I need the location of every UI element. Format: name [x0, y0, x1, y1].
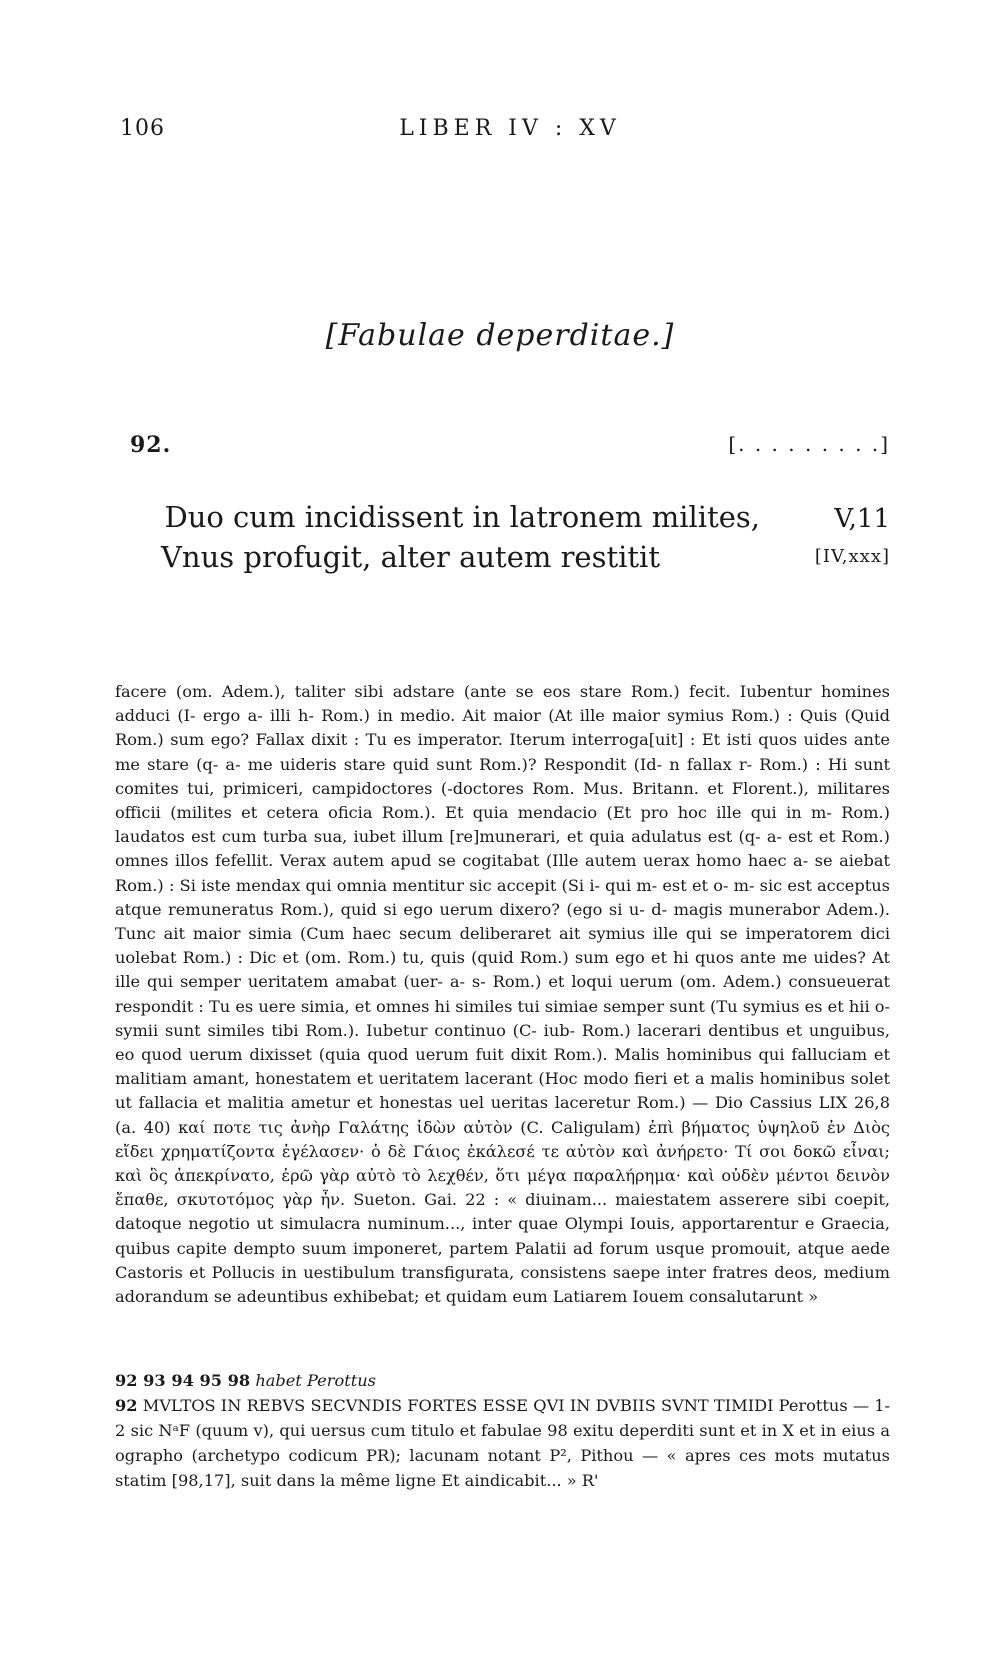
verse-reference-2: [IV,xxx]: [814, 546, 890, 567]
note-text: MVLTOS IN REBVS SECVNDIS FORTES ESSE QVI IN DVBIIS SVNT TIMIDI Perottus — 1-2 sic NᵃF (quum v), qui uersus cum titulo et fabulae 98 exitu deperditi sunt et in X et in eius a ographo (archetypo codicum PR); lacunam notant P², Pithou — « apres ces mots mutatus statim [98,17], suit dans la même ligne Et aindicabit... » R': [115, 1396, 891, 1490]
apparatus-text: [115, 680, 890, 1309]
note-fable-number: 92: [115, 1396, 138, 1415]
apparatus-paragraph: facere (om. Adem.), taliter sibi adstare (ante se eos stare Rom.) fecit. Iubentur homines adduci (I- ergo a- illi h- Rom.) in medio. Ait maior (At ille maior symius Rom.) : Quis (Quid Rom.) sum ego? Fallax dixit : Tu es imperator. Iterum interroga[uit] : Et isti quos uides ante me stare (q- a- me uideris stare quid sunt Rom.)? Respondit (Id- n fallax r- Rom.) : Hi sunt comites tui, primiceri, campidoctores (-doctores Rom. Mus. Britann. et Florent.), militares officii (milites et cetera oficia Rom.). Et quia mendacio (Et pro hoc ille qui in m- Rom.) laudatos est cum turba sua, iubet illum [re]munerari, et quia adulatus est (q- a- est et Rom.) omnes illos fefellit. Verax autem apud se cogitabat (Ille autem uerax homo haec a- se aiebat Rom.) : Si iste mendax qui omnia mentitur sic accepit (Si i- qui m- est et o- m- sic est acceptus atque remuneratus Rom.), quid si ego uerum dixero? (ego si u- d- magis munerabor Adem.). Tunc ait maior simia (Cum haec secum deliberaret ait symius ille qui se imperatorem dici uolebat Rom.) : Dic et (om. Rom.) tu, quis (quid Rom.) sum ego et hi quos ante me uides? At ille qui semper ueritatem amabat (uer- a- s- Rom.) et loqui uerum (om. Adem.) consueuerat respondit : Tu es uere simia, et omnes hi similes tui simiae semper sunt (Tu symius es et hii o- symii sunt similes tibi Rom.). Iubetur continuo (C- iub- Rom.) lacerari dentibus et unguibus, eo quod uerum dixisset (quia quod uerum fuit dixit Rom.). Malis hominibus qui falluciam et malitiam amant, honestatem et ueritatem lacerant (Hoc modo fieri et a malis hominibus solet ut fallacia et malitia ametur et honestas uel ueritas laceretur Rom.) — Dio Cassius LIX 26,8 (a. 40) καί ποτε τις ἀνὴρ Γαλάτης ἰδὼν αὐτὸν (C. Caligulam) ἐπὶ βήματος ὑψηλοῦ ἐν Διὸς εἴδει χρηματίζοντα ἐγέλασεν· ὁ δὲ Γάιος ἐκάλεσέ τε αὐτὸν καὶ ἀνήρετο· Τί σοι δοκῶ εἶναι; καὶ ὃς ἀπεκρίνατο, ἐρῶ γὰρ αὐτὸ τὸ λεχθέν, ὅτι μέγα παραλήρημα· καὶ οὐδὲν μέντοι δεινὸν ἔπαθε, σκυτοτόμος γὰρ ἦν. Sueton. Gai. 22 : « diuinam... maiestatem asserere sibi coepit, datoque negotio ut simulacra numinum..., inter quae Olympi Iouis, apportarentur e Graecia, quibus capite dempto suum imponeret, partem Palatii ad forum usque promouit, atque aede Castoris et Pollucis in uestibulum transfigurata, consistens saepe inter fratres deos, medium adorandum se adeuntibus exhibebat; et quidam eum Latiarem Iouem consalutarunt »: [115, 682, 890, 1307]
verse-reference-1: V,11: [834, 504, 890, 534]
verse-line-2: Vnus profugit, alter autem restitit: [160, 540, 660, 574]
page-header: [120, 116, 900, 146]
running-title: LIBER IV : XV: [399, 116, 621, 141]
critical-notes: [115, 1368, 890, 1493]
page-number: 106: [120, 116, 165, 141]
fable-heading: [130, 432, 890, 462]
fable-lacuna: [. . . . . . . . .]: [728, 432, 890, 456]
note-fable-numbers: 92 93 94 95 98: [115, 1371, 251, 1390]
note-line-1: [115, 1368, 890, 1393]
section-title: [Fabulae deperditae.]: [325, 318, 675, 353]
note-line-2: [115, 1393, 890, 1493]
note-witness: habet Perottus: [255, 1371, 376, 1390]
verse-line-1: Duo cum incidissent in latronem milites,: [164, 500, 760, 534]
fable-number: 92.: [130, 432, 172, 458]
